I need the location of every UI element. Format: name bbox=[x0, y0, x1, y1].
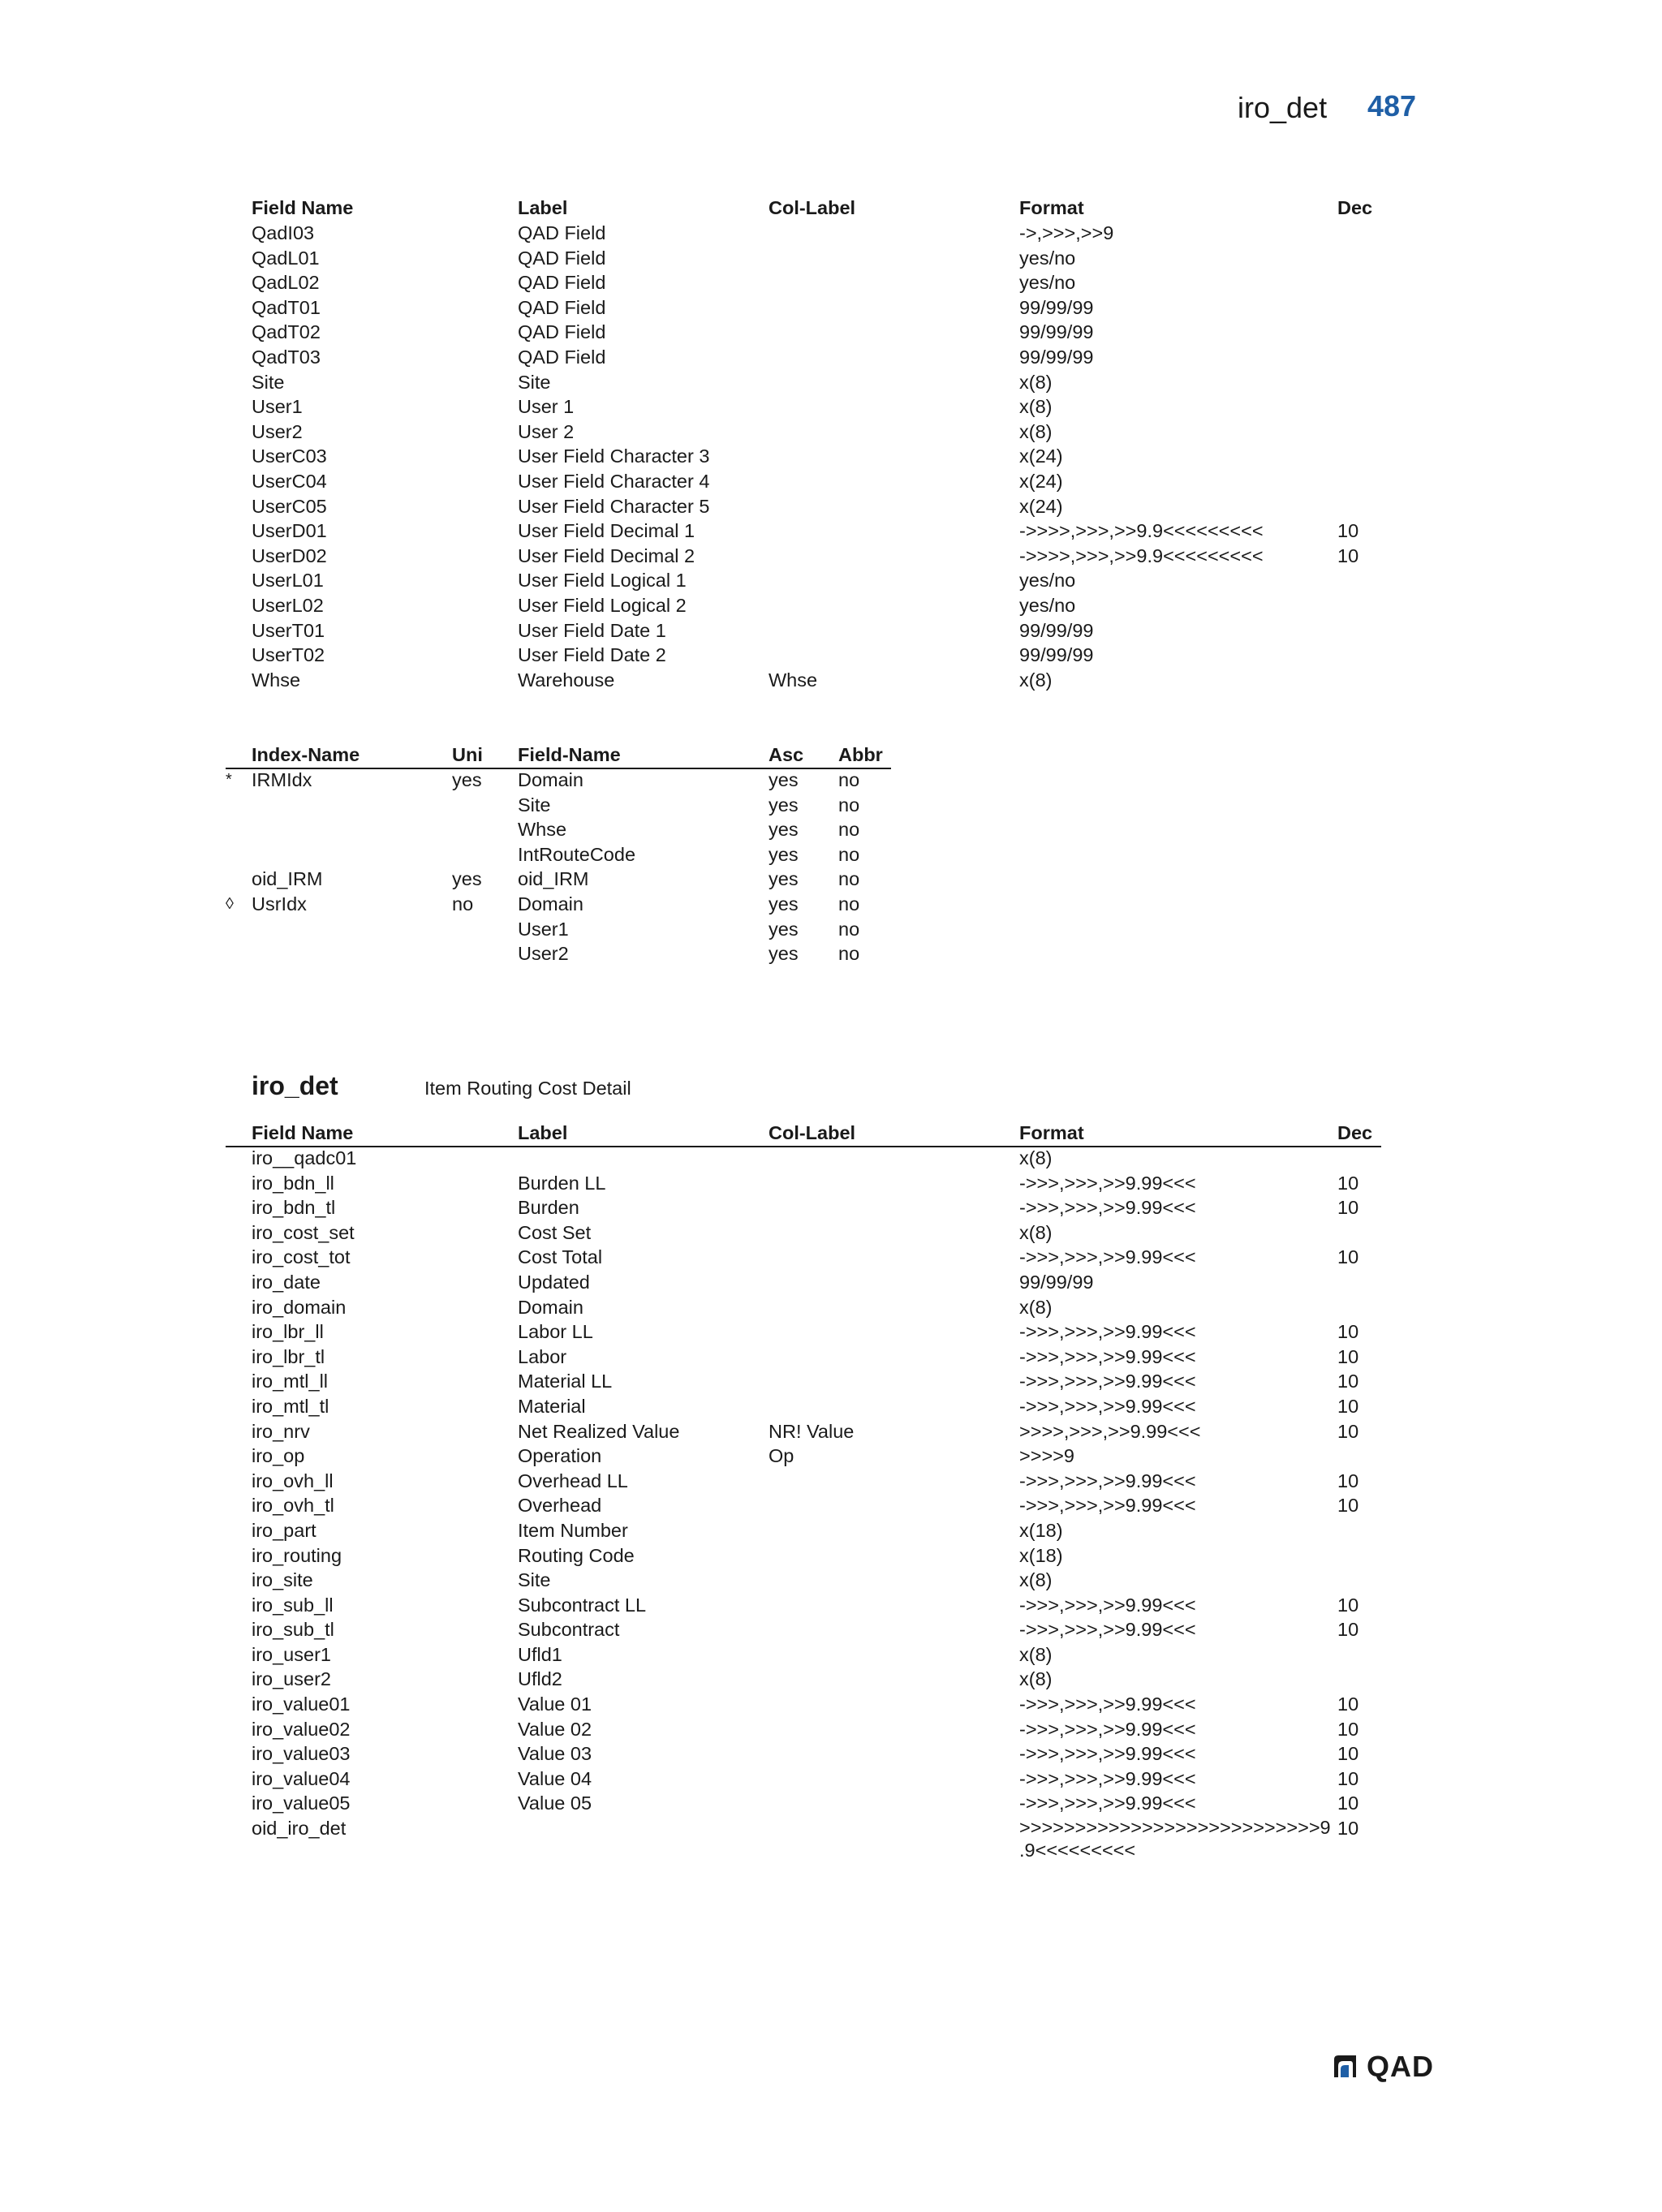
asc-cell: yes bbox=[769, 794, 799, 816]
label-cell: User 1 bbox=[518, 396, 575, 418]
field-name-cell: iro_ovh_tl bbox=[252, 1495, 334, 1517]
table-row bbox=[0, 1345, 1662, 1370]
format-cell: >>>>,>>>,>>9.99<<< bbox=[1019, 1420, 1201, 1442]
table-row bbox=[0, 568, 1662, 593]
table-row bbox=[0, 593, 1662, 618]
field-name-cell: iro_mtl_tl bbox=[252, 1395, 329, 1417]
label-cell: Site bbox=[518, 371, 551, 393]
format-cell: ->,>>>,>>9 bbox=[1019, 222, 1114, 243]
asc-cell: yes bbox=[769, 943, 799, 965]
asc-cell: yes bbox=[769, 918, 799, 940]
table-row bbox=[0, 1295, 1662, 1320]
column-header-col-label: Col-Label bbox=[769, 1122, 856, 1143]
format-cell: ->>>,>>>,>>9.99<<< bbox=[1019, 1619, 1196, 1641]
format-cell: x(18) bbox=[1019, 1544, 1063, 1566]
table-row bbox=[0, 1195, 1662, 1220]
label-cell: Burden bbox=[518, 1197, 579, 1219]
format-cell: 99/99/99 bbox=[1019, 321, 1094, 343]
column-header-index-name: Index-Name bbox=[252, 744, 360, 765]
col-label-cell: Op bbox=[769, 1445, 794, 1467]
dec-cell: 10 bbox=[1337, 1172, 1359, 1194]
format-cell: ->>>>,>>>,>>9.9<<<<<<<<< bbox=[1019, 520, 1264, 542]
col-label-cell: NR! Value bbox=[769, 1420, 855, 1442]
field-name-cell: iro_domain bbox=[252, 1296, 347, 1318]
label-cell: User Field Character 4 bbox=[518, 470, 710, 492]
column-header-dec: Dec bbox=[1337, 1122, 1373, 1143]
format-cell: ->>>,>>>,>>9.99<<< bbox=[1019, 1594, 1196, 1616]
table-row bbox=[0, 1518, 1662, 1543]
table-row bbox=[0, 270, 1662, 295]
abbr-cell: no bbox=[838, 843, 860, 865]
table-body bbox=[0, 1146, 1662, 1863]
format-line-1: >>>>>>>>>>>>>>>>>>>>>>>>>>>9 bbox=[1019, 1817, 1331, 1839]
format-cell: ->>>,>>>,>>9.99<<< bbox=[1019, 1743, 1196, 1765]
label-cell: Item Number bbox=[518, 1519, 628, 1541]
abbr-cell: no bbox=[838, 868, 860, 890]
field-name-cell: UserT01 bbox=[252, 619, 325, 641]
format-cell: 99/99/99 bbox=[1019, 296, 1094, 318]
column-header-field-name: Field Name bbox=[252, 197, 354, 218]
table-row bbox=[0, 1791, 1662, 1816]
index-marker: * bbox=[226, 771, 232, 789]
column-header-label: Label bbox=[518, 197, 568, 218]
dec-cell: 10 bbox=[1337, 1321, 1359, 1343]
field-name-cell: iro_site bbox=[252, 1569, 313, 1591]
label-cell: QAD Field bbox=[518, 346, 606, 368]
table-row bbox=[0, 643, 1662, 668]
column-header-col-label: Col-Label bbox=[769, 197, 856, 218]
field-name-cell: iro_routing bbox=[252, 1544, 342, 1566]
label-cell: QAD Field bbox=[518, 296, 606, 318]
label-cell: Value 01 bbox=[518, 1693, 592, 1715]
label-cell: Value 02 bbox=[518, 1718, 592, 1740]
label-cell: Net Realized Value bbox=[518, 1420, 680, 1442]
dec-cell: 10 bbox=[1337, 1470, 1359, 1491]
format-cell: x(18) bbox=[1019, 1519, 1063, 1541]
format-cell: x(8) bbox=[1019, 1221, 1053, 1243]
field-name-cell: iro_value03 bbox=[252, 1743, 351, 1765]
table-row bbox=[0, 1593, 1662, 1618]
label-cell: Value 04 bbox=[518, 1767, 592, 1789]
format-cell: 99/99/99 bbox=[1019, 1271, 1094, 1293]
table-row bbox=[0, 917, 1662, 942]
field-name-cell: IntRouteCode bbox=[518, 843, 636, 865]
field-name-cell: Site bbox=[252, 371, 285, 393]
format-cell: 99/99/99 bbox=[1019, 346, 1094, 368]
uni-cell: no bbox=[452, 893, 474, 914]
format-cell: ->>>,>>>,>>9.99<<< bbox=[1019, 1197, 1196, 1219]
dec-cell: 10 bbox=[1337, 1619, 1359, 1641]
field-name-cell: iro_cost_tot bbox=[252, 1246, 351, 1268]
col-label-cell: Whse bbox=[769, 669, 818, 691]
format-cell: x(24) bbox=[1019, 495, 1063, 517]
format-cell: ->>>,>>>,>>9.99<<< bbox=[1019, 1246, 1196, 1268]
format-cell: 99/99/99 bbox=[1019, 644, 1094, 666]
field-name-cell: UserL01 bbox=[252, 570, 324, 592]
column-header-field-name: Field-Name bbox=[518, 744, 621, 765]
dec-cell: 10 bbox=[1337, 1818, 1359, 1840]
table-row bbox=[0, 1493, 1662, 1518]
table-body bbox=[0, 221, 1662, 692]
dec-cell: 10 bbox=[1337, 1767, 1359, 1789]
uni-cell: yes bbox=[452, 769, 482, 790]
label-cell: User Field Character 5 bbox=[518, 495, 710, 517]
label-cell: User Field Character 3 bbox=[518, 445, 710, 467]
field-name-cell: User1 bbox=[518, 918, 569, 940]
label-cell: QAD Field bbox=[518, 247, 606, 269]
label-cell: User Field Date 2 bbox=[518, 644, 666, 666]
table-row bbox=[0, 1394, 1662, 1419]
index-marker: ◊ bbox=[226, 894, 234, 913]
index-name-cell: IRMIdx bbox=[252, 769, 312, 790]
format-cell: x(8) bbox=[1019, 396, 1053, 418]
label-cell: Ufld1 bbox=[518, 1643, 562, 1665]
format-cell: yes/no bbox=[1019, 570, 1076, 592]
table-row bbox=[0, 892, 1662, 917]
index-name-cell: oid_IRM bbox=[252, 868, 323, 890]
format-cell: x(8) bbox=[1019, 1643, 1053, 1665]
table-row bbox=[0, 394, 1662, 420]
format-cell: ->>>,>>>,>>9.99<<< bbox=[1019, 1693, 1196, 1715]
table-row bbox=[0, 1667, 1662, 1692]
field-name-cell: Whse bbox=[518, 819, 567, 841]
format-cell: x(8) bbox=[1019, 371, 1053, 393]
label-cell: Subcontract LL bbox=[518, 1594, 647, 1616]
qad-logo-icon bbox=[1331, 2053, 1360, 2081]
label-cell: QAD Field bbox=[518, 272, 606, 294]
field-name-cell: Domain bbox=[518, 893, 583, 914]
field-name-cell: iro_bdn_tl bbox=[252, 1197, 336, 1219]
table-row bbox=[0, 1469, 1662, 1494]
field-name-cell: iro__qadc01 bbox=[252, 1147, 357, 1168]
dec-cell: 10 bbox=[1337, 1345, 1359, 1367]
field-name-cell: QadT01 bbox=[252, 296, 321, 318]
dec-cell: 10 bbox=[1337, 1693, 1359, 1715]
format-cell: ->>>,>>>,>>9.99<<< bbox=[1019, 1395, 1196, 1417]
label-cell: Labor LL bbox=[518, 1321, 593, 1343]
section-table-description: Item Routing Cost Detail bbox=[424, 1078, 631, 1099]
label-cell: Material LL bbox=[518, 1371, 613, 1392]
table-row bbox=[0, 1642, 1662, 1668]
field-name-cell: oid_IRM bbox=[518, 868, 589, 890]
label-cell: Cost Total bbox=[518, 1246, 603, 1268]
field-name-cell: iro_user2 bbox=[252, 1668, 331, 1690]
format-cell: ->>>,>>>,>>9.99<<< bbox=[1019, 1495, 1196, 1517]
label-cell: User Field Date 1 bbox=[518, 619, 666, 641]
field-name-cell: UserD02 bbox=[252, 544, 327, 566]
qad-logo bbox=[1331, 2051, 1453, 2084]
format-cell: x(8) bbox=[1019, 420, 1053, 442]
field-name-cell: UserT02 bbox=[252, 644, 325, 666]
field-name-cell: iro_nrv bbox=[252, 1420, 310, 1442]
label-cell: Value 05 bbox=[518, 1792, 592, 1814]
dec-cell: 10 bbox=[1337, 1395, 1359, 1417]
field-name-cell: iro_bdn_ll bbox=[252, 1172, 334, 1194]
field-name-cell: iro_value01 bbox=[252, 1693, 351, 1715]
label-cell: Site bbox=[518, 1569, 551, 1591]
asc-cell: yes bbox=[769, 819, 799, 841]
asc-cell: yes bbox=[769, 843, 799, 865]
column-header-uni: Uni bbox=[452, 744, 483, 765]
field-name-cell: iro_ovh_ll bbox=[252, 1470, 334, 1491]
dec-cell: 10 bbox=[1337, 1371, 1359, 1392]
table-row bbox=[0, 320, 1662, 345]
field-name-cell: Whse bbox=[252, 669, 301, 691]
page-number: 487 bbox=[1367, 89, 1417, 123]
column-header-format: Format bbox=[1019, 1122, 1084, 1143]
column-header-abbr: Abbr bbox=[838, 744, 883, 765]
field-name-cell: iro_mtl_ll bbox=[252, 1371, 329, 1392]
format-cell: yes/no bbox=[1019, 594, 1076, 616]
dec-cell: 10 bbox=[1337, 1495, 1359, 1517]
table-row bbox=[0, 1444, 1662, 1469]
index-name-cell: UsrIdx bbox=[252, 893, 307, 914]
format-cell: ->>>,>>>,>>9.99<<< bbox=[1019, 1792, 1196, 1814]
format-cell: x(8) bbox=[1019, 1147, 1053, 1168]
format-cell: x(8) bbox=[1019, 669, 1053, 691]
label-cell: Overhead LL bbox=[518, 1470, 628, 1491]
dec-cell: 10 bbox=[1337, 520, 1359, 542]
table-row bbox=[0, 1568, 1662, 1593]
table-row bbox=[0, 1270, 1662, 1295]
table-row bbox=[0, 345, 1662, 370]
table-row bbox=[0, 1816, 1662, 1863]
field-name-cell: iro_sub_tl bbox=[252, 1619, 334, 1641]
field-name-cell: iro_value02 bbox=[252, 1718, 351, 1740]
format-cell: ->>>,>>>,>>9.99<<< bbox=[1019, 1718, 1196, 1740]
index-table bbox=[0, 742, 1662, 966]
fields-table-continued bbox=[0, 195, 1662, 692]
field-name-cell: iro_sub_ll bbox=[252, 1594, 334, 1616]
table-row bbox=[0, 1692, 1662, 1717]
field-name-cell: User2 bbox=[518, 943, 569, 965]
format-cell: yes/no bbox=[1019, 247, 1076, 269]
field-name-cell: QadT02 bbox=[252, 321, 321, 343]
field-name-cell: iro_op bbox=[252, 1445, 305, 1467]
dec-cell: 10 bbox=[1337, 1718, 1359, 1740]
field-name-cell: User2 bbox=[252, 420, 303, 442]
label-cell: Operation bbox=[518, 1445, 602, 1467]
label-cell: User Field Decimal 2 bbox=[518, 544, 695, 566]
label-cell: User 2 bbox=[518, 420, 575, 442]
abbr-cell: no bbox=[838, 943, 860, 965]
label-cell: Domain bbox=[518, 1296, 583, 1318]
table-row bbox=[0, 544, 1662, 569]
label-cell: User Field Decimal 1 bbox=[518, 520, 695, 542]
format-cell: x(8) bbox=[1019, 1296, 1053, 1318]
table-row bbox=[0, 469, 1662, 494]
asc-cell: yes bbox=[769, 893, 799, 914]
field-name-cell: iro_lbr_tl bbox=[252, 1345, 325, 1367]
label-cell: Overhead bbox=[518, 1495, 602, 1517]
label-cell: Value 03 bbox=[518, 1743, 592, 1765]
label-cell: Material bbox=[518, 1395, 586, 1417]
format-cell: ->>>,>>>,>>9.99<<< bbox=[1019, 1470, 1196, 1491]
format-cell: >>>>9 bbox=[1019, 1445, 1074, 1467]
field-name-cell: Domain bbox=[518, 769, 583, 790]
column-header-field-name: Field Name bbox=[252, 1122, 354, 1143]
qad-logo-text: QAD bbox=[1367, 2050, 1434, 2083]
table-row bbox=[0, 1717, 1662, 1742]
dec-cell: 10 bbox=[1337, 1420, 1359, 1442]
table-row bbox=[0, 246, 1662, 271]
page-header bbox=[0, 88, 1662, 128]
table-row bbox=[0, 420, 1662, 445]
table-row bbox=[0, 1617, 1662, 1642]
table-row bbox=[0, 768, 1662, 793]
field-name-cell: Site bbox=[518, 794, 551, 816]
format-cell bbox=[1019, 1816, 1331, 1861]
label-cell: QAD Field bbox=[518, 222, 606, 243]
table-row bbox=[0, 618, 1662, 643]
field-name-cell: iro_cost_set bbox=[252, 1221, 355, 1243]
label-cell: Updated bbox=[518, 1271, 590, 1293]
field-name-cell: QadT03 bbox=[252, 346, 321, 368]
field-name-cell: QadL02 bbox=[252, 272, 320, 294]
table-row bbox=[0, 867, 1662, 892]
dec-cell: 10 bbox=[1337, 1197, 1359, 1219]
section-table-name: iro_det bbox=[252, 1071, 338, 1100]
table-row bbox=[0, 941, 1662, 966]
iro-det-fields-table bbox=[0, 1120, 1662, 1863]
label-cell: QAD Field bbox=[518, 321, 606, 343]
table-row bbox=[0, 1171, 1662, 1196]
abbr-cell: no bbox=[838, 918, 860, 940]
table-row bbox=[0, 1369, 1662, 1394]
table-row bbox=[0, 444, 1662, 469]
field-name-cell: User1 bbox=[252, 396, 303, 418]
field-name-cell: UserC03 bbox=[252, 445, 327, 467]
format-cell: ->>>,>>>,>>9.99<<< bbox=[1019, 1371, 1196, 1392]
table-row bbox=[0, 668, 1662, 693]
format-cell: x(8) bbox=[1019, 1569, 1053, 1591]
format-cell: x(8) bbox=[1019, 1668, 1053, 1690]
column-header-asc: Asc bbox=[769, 744, 804, 765]
table-row bbox=[0, 519, 1662, 544]
field-name-cell: iro_lbr_ll bbox=[252, 1321, 324, 1343]
field-name-cell: iro_value05 bbox=[252, 1792, 351, 1814]
table-row bbox=[0, 1146, 1662, 1171]
table-row bbox=[0, 1245, 1662, 1270]
table-row bbox=[0, 1741, 1662, 1767]
abbr-cell: no bbox=[838, 893, 860, 914]
label-cell: Ufld2 bbox=[518, 1668, 562, 1690]
column-header-dec: Dec bbox=[1337, 197, 1373, 218]
format-cell: ->>>>,>>>,>>9.9<<<<<<<<< bbox=[1019, 544, 1264, 566]
label-cell: Routing Code bbox=[518, 1544, 635, 1566]
label-cell: Cost Set bbox=[518, 1221, 592, 1243]
table-row bbox=[0, 842, 1662, 867]
label-cell: User Field Logical 2 bbox=[518, 594, 687, 616]
field-name-cell: QadL01 bbox=[252, 247, 320, 269]
field-name-cell: oid_iro_det bbox=[252, 1818, 347, 1840]
field-name-cell: UserD01 bbox=[252, 520, 327, 542]
table-row bbox=[0, 295, 1662, 321]
abbr-cell: no bbox=[838, 794, 860, 816]
table-body bbox=[0, 768, 1662, 966]
dec-cell: 10 bbox=[1337, 1594, 1359, 1616]
table-row bbox=[0, 1767, 1662, 1792]
format-cell: ->>>,>>>,>>9.99<<< bbox=[1019, 1172, 1196, 1194]
format-cell: ->>>,>>>,>>9.99<<< bbox=[1019, 1345, 1196, 1367]
dec-cell: 10 bbox=[1337, 1246, 1359, 1268]
format-cell: x(24) bbox=[1019, 470, 1063, 492]
format-cell: 99/99/99 bbox=[1019, 619, 1094, 641]
table-row bbox=[0, 793, 1662, 818]
column-header-format: Format bbox=[1019, 197, 1084, 218]
field-name-cell: iro_part bbox=[252, 1519, 316, 1541]
dec-cell: 10 bbox=[1337, 1792, 1359, 1814]
label-cell: Burden LL bbox=[518, 1172, 606, 1194]
asc-cell: yes bbox=[769, 769, 799, 790]
table-row bbox=[0, 1419, 1662, 1444]
format-cell: ->>>,>>>,>>9.99<<< bbox=[1019, 1321, 1196, 1343]
format-cell: x(24) bbox=[1019, 445, 1063, 467]
field-name-cell: iro_value04 bbox=[252, 1767, 351, 1789]
field-name-cell: UserC05 bbox=[252, 495, 327, 517]
label-cell: User Field Logical 1 bbox=[518, 570, 687, 592]
format-cell: ->>>,>>>,>>9.99<<< bbox=[1019, 1767, 1196, 1789]
dec-cell: 10 bbox=[1337, 544, 1359, 566]
format-cell: yes/no bbox=[1019, 272, 1076, 294]
table-header-row bbox=[0, 742, 1662, 768]
table-row bbox=[0, 221, 1662, 246]
field-name-cell: iro_user1 bbox=[252, 1643, 331, 1665]
asc-cell: yes bbox=[769, 868, 799, 890]
label-cell: Labor bbox=[518, 1345, 567, 1367]
table-row bbox=[0, 1319, 1662, 1345]
format-line-2: .9<<<<<<<<< bbox=[1019, 1840, 1136, 1861]
table-header-row bbox=[0, 1120, 1662, 1146]
field-name-cell: UserL02 bbox=[252, 594, 324, 616]
dec-cell: 10 bbox=[1337, 1743, 1359, 1765]
field-name-cell: iro_date bbox=[252, 1271, 321, 1293]
table-header-row bbox=[0, 195, 1662, 221]
column-header-label: Label bbox=[518, 1122, 568, 1143]
table-row bbox=[0, 370, 1662, 395]
field-name-cell: UserC04 bbox=[252, 470, 327, 492]
table-row bbox=[0, 817, 1662, 842]
abbr-cell: no bbox=[838, 769, 860, 790]
table-row bbox=[0, 1543, 1662, 1569]
page-header-title: iro_det bbox=[1238, 91, 1328, 124]
label-cell: Subcontract bbox=[518, 1619, 620, 1641]
uni-cell: yes bbox=[452, 868, 482, 890]
abbr-cell: no bbox=[838, 819, 860, 841]
field-name-cell: QadI03 bbox=[252, 222, 315, 243]
table-row bbox=[0, 1220, 1662, 1246]
table-row bbox=[0, 494, 1662, 519]
label-cell: Warehouse bbox=[518, 669, 615, 691]
